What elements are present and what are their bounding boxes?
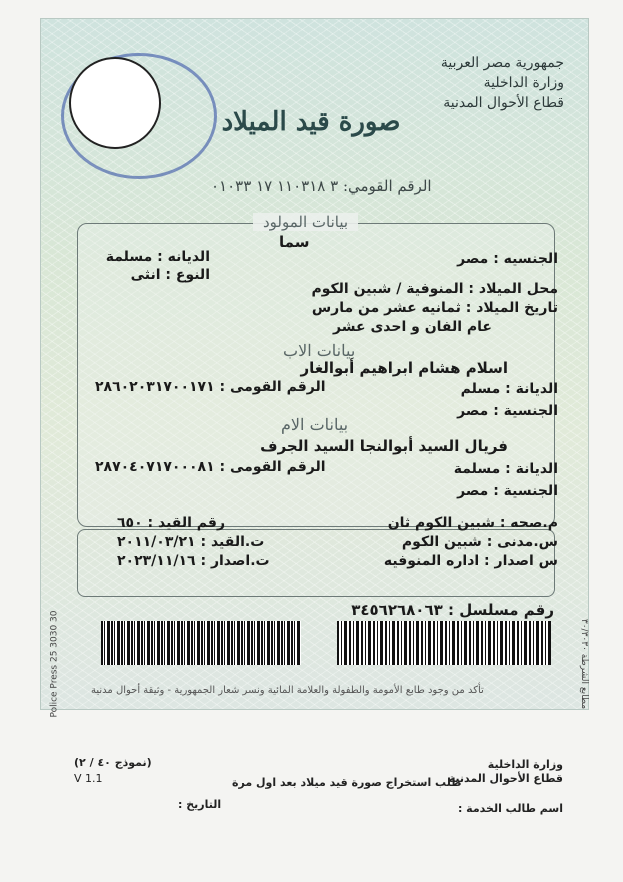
civil-office: س.مدنى : شبين الكوم — [401, 534, 558, 550]
newborn-birthplace: محل الميلاد : المنوفية / شبين الكوم — [311, 281, 558, 297]
mother-religion: الديانة : مسلمة — [453, 461, 558, 477]
father-section-label: بيانات الاب — [283, 341, 356, 360]
mother-name: فريال السيد أبوالنجا السيد الجرف — [260, 437, 508, 455]
health-office: م.صحه : شبين الكوم ثان — [387, 515, 558, 531]
form-request-title: طلب استخراج صورة قيد ميلاد بعد اول مرة — [232, 776, 462, 789]
form-ministry: وزارة الداخلية — [487, 758, 563, 771]
newborn-name: سما — [279, 233, 310, 251]
verification-note: تأكد من وجود طابع الأمومة والطفولة والعلامة المائية ونسر شعار الجمهورية - وثيقة أحوال مدنية — [91, 685, 484, 696]
serial-label: رقم مسلسل : — [448, 601, 554, 619]
mother-national-id: الرقم القومى : ٢٨٧٠٤٠٧١٧٠٠٠٨١ — [95, 459, 326, 475]
national-id-value: ٣ ١١٠٣١٨ ١٧ ٠١٠٣٣ — [211, 177, 339, 195]
father-nationality: الجنسية : مصر — [457, 403, 558, 419]
form-date-label: التاريخ : — [178, 798, 222, 811]
father-name: اسلام هشام ابراهيم أبوالغار — [300, 359, 508, 377]
father-national-id: الرقم القومى : ٢٨٦٠٢٠٣١٧٠٠١٧١ — [95, 379, 326, 395]
newborn-birthdate: تاريخ الميلاد : ثمانيه عشر من مارس — [311, 300, 558, 316]
newborn-religion: الديانه : مسلمة — [105, 249, 210, 265]
eagle-emblem-icon — [69, 57, 161, 149]
newborn-gender: النوع : انثى — [130, 267, 210, 283]
2d-barcode — [101, 621, 301, 665]
national-id-label: الرقم القومي: — [342, 177, 432, 195]
form-sector: قطاع الأحوال المدنية — [448, 772, 563, 785]
birth-certificate — [40, 18, 590, 718]
father-religion: الديانة : مسلم — [460, 381, 558, 397]
record-date: ت.القيد : ٢٠١١/٠٣/٢١ — [117, 534, 265, 550]
newborn-section-label: بيانات المولود — [253, 213, 358, 231]
side-print-right: مطابع الشرطة ٣٠/٣٠٣٠ — [579, 618, 590, 710]
issue-date: ت.اصدار : ٢٠٢٣/١١/١٦ — [117, 553, 270, 569]
newborn-nationality: الجنسيه : مصر — [457, 251, 558, 267]
header-ministry: وزارة الداخلية — [483, 75, 564, 91]
document-title: صورة قيد الميلاد — [221, 107, 401, 137]
newborn-birthdate-year: عام الفان و احدى عشر — [333, 319, 492, 335]
issue-office: س اصدار : اداره المنوفيه — [383, 553, 558, 569]
linear-barcode — [337, 621, 551, 665]
header-sector: قطاع الأحوال المدنية — [443, 95, 564, 111]
record-number: رقم القيد : ٦٥٠ — [117, 515, 225, 531]
serial-number — [351, 601, 554, 619]
form-model: (نموذج ٤٠ / ٢) — [74, 756, 152, 769]
header-country: جمهورية مصر العربية — [440, 55, 564, 71]
form-version: V 1.1 — [74, 772, 103, 785]
applicant-name-label: اسم طالب الخدمة : — [457, 802, 563, 815]
national-id-row — [211, 177, 432, 195]
side-print-left: Police Press 25 3030 30 — [49, 610, 60, 718]
serial-value: ٣٤٥٦٢٦٨٠٦٣ — [351, 601, 443, 619]
mother-nationality: الجنسية : مصر — [457, 483, 558, 499]
mother-section-label: بيانات الام — [281, 415, 349, 434]
